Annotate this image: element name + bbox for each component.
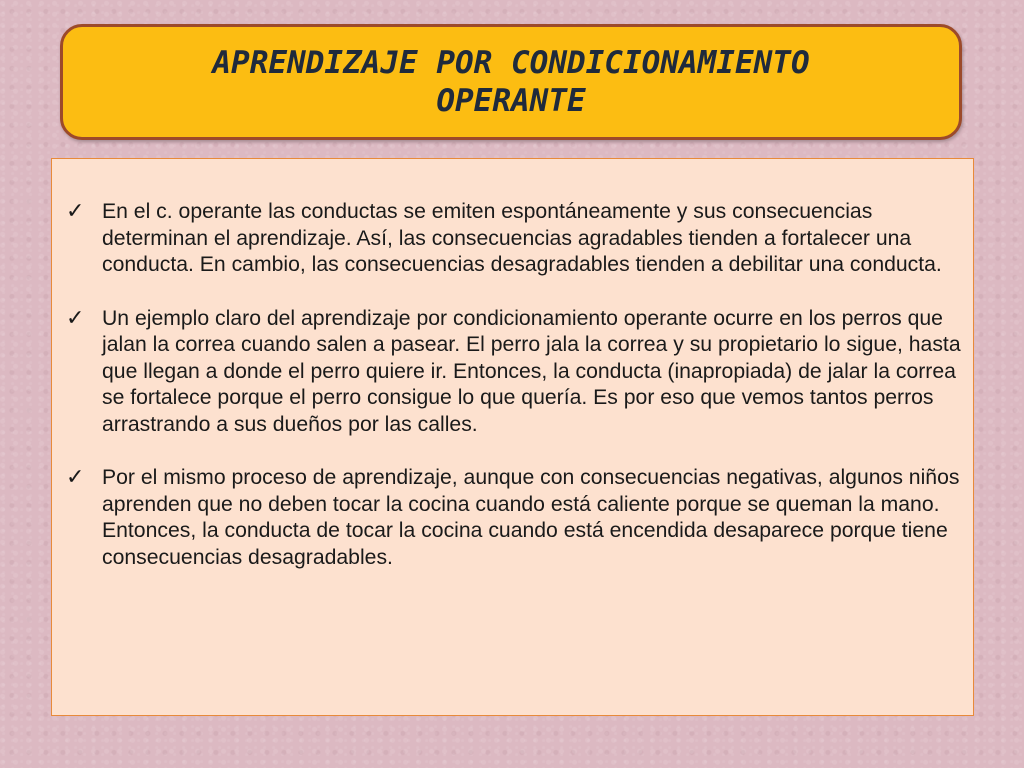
bullet-list bbox=[66, 199, 966, 598]
title-line-1: APRENDIZAJE POR CONDICIONAMIENTO bbox=[212, 45, 810, 81]
bullet-text: En el c. operante las conductas se emiten espontáneamente y sus consecuencias determinan el aprendizaje. Así, las consecuencias agradables tienden a fortalecer una conducta. En cambio, las consecuencias desagradables tienden a debilitar una conducta. bbox=[102, 200, 942, 276]
bullet-item bbox=[66, 306, 966, 439]
content-panel bbox=[51, 158, 974, 716]
bullet-text: Por el mismo proceso de aprendizaje, aunque con consecuencias negativas, algunos niños aprenden que no deben tocar la cocina cuando está caliente porque se queman la mano. Entonces, la conducta de tocar la cocina cuando está encendida desaparece porque tiene consecuencias desagradables. bbox=[102, 466, 960, 569]
title-line-2: OPERANTE bbox=[436, 83, 586, 119]
checkmark-icon: ✓ bbox=[66, 305, 85, 331]
bullet-item bbox=[66, 465, 966, 571]
bullet-item bbox=[66, 199, 966, 279]
checkmark-icon: ✓ bbox=[66, 465, 85, 490]
checkmark-icon: ✓ bbox=[66, 199, 85, 224]
title-banner bbox=[60, 24, 962, 140]
bullet-text: Un ejemplo claro del aprendizaje por condicionamiento operante ocurre en los perros que jalan la correa cuando salen a pasear. El perro jala la correa y su propietario lo sigue, hasta que llegan a donde el perro quiere ir. Entonces, la conducta (inapropiada) de jalar la correa se fortalece porque el perro consigue lo que quería. Es por eso que vemos tantos perros arrastrando a sus dueños por las calles. bbox=[102, 306, 961, 436]
